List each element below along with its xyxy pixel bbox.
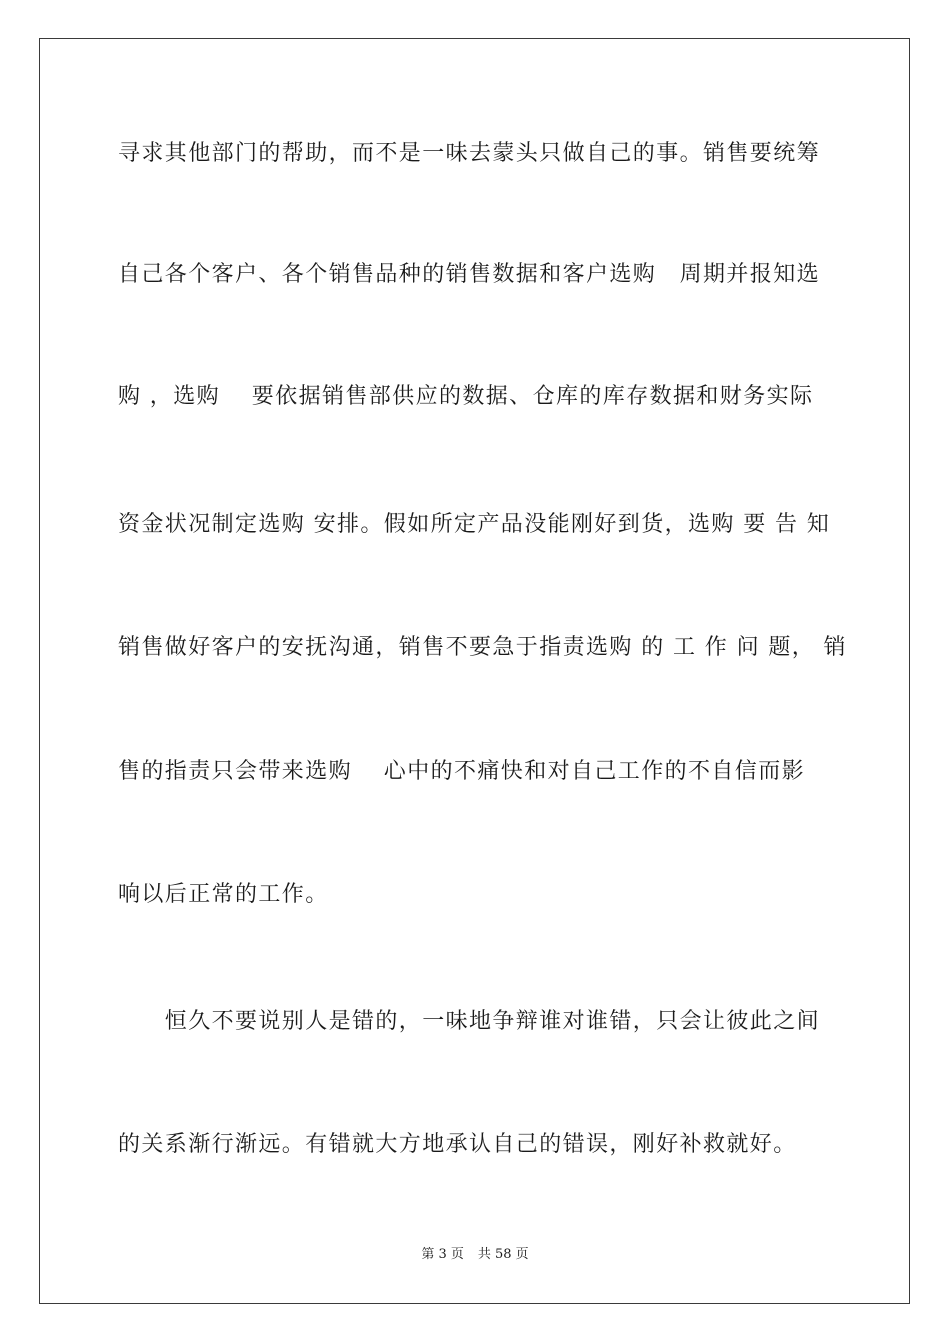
paragraph-line: 售的指责只会带来选购 心中的不痛快和对自己工作的不自信而影 <box>118 759 805 784</box>
paragraph-line: 寻求其他部门的帮助，而不是一味去蒙头只做自己的事。销售要统筹 <box>118 141 821 166</box>
paragraph-line: 资金状况制定选购 安排。假如所定产品没能刚好到货，选购 要 告 知 <box>118 512 831 537</box>
paragraph-line: 恒久不要说别人是错的，一味地争辩谁对谁错，只会让彼此之间 <box>118 1009 821 1034</box>
paragraph-line: 自己各个客户、各个销售品种的销售数据和客户选购 周期并报知选 <box>118 262 821 287</box>
paragraph-line: 购 ，选购 要依据销售部供应的数据、仓库的库存数据和财务实际 <box>118 384 814 409</box>
page-footer <box>0 1246 950 1264</box>
paragraph-line: 响以后正常的工作。 <box>118 882 329 907</box>
page-border <box>39 38 910 1304</box>
paragraph-line: 的关系渐行渐远。有错就大方地承认自己的错误，刚好补救就好。 <box>118 1132 797 1157</box>
paragraph-line: 销售做好客户的安抚沟通，销售不要急于指责选购 的 工 作 问 题， 销 <box>118 635 847 660</box>
page-number-current: 第 3 页 <box>421 1247 464 1262</box>
page-number-total: 共 58 页 <box>477 1247 529 1262</box>
